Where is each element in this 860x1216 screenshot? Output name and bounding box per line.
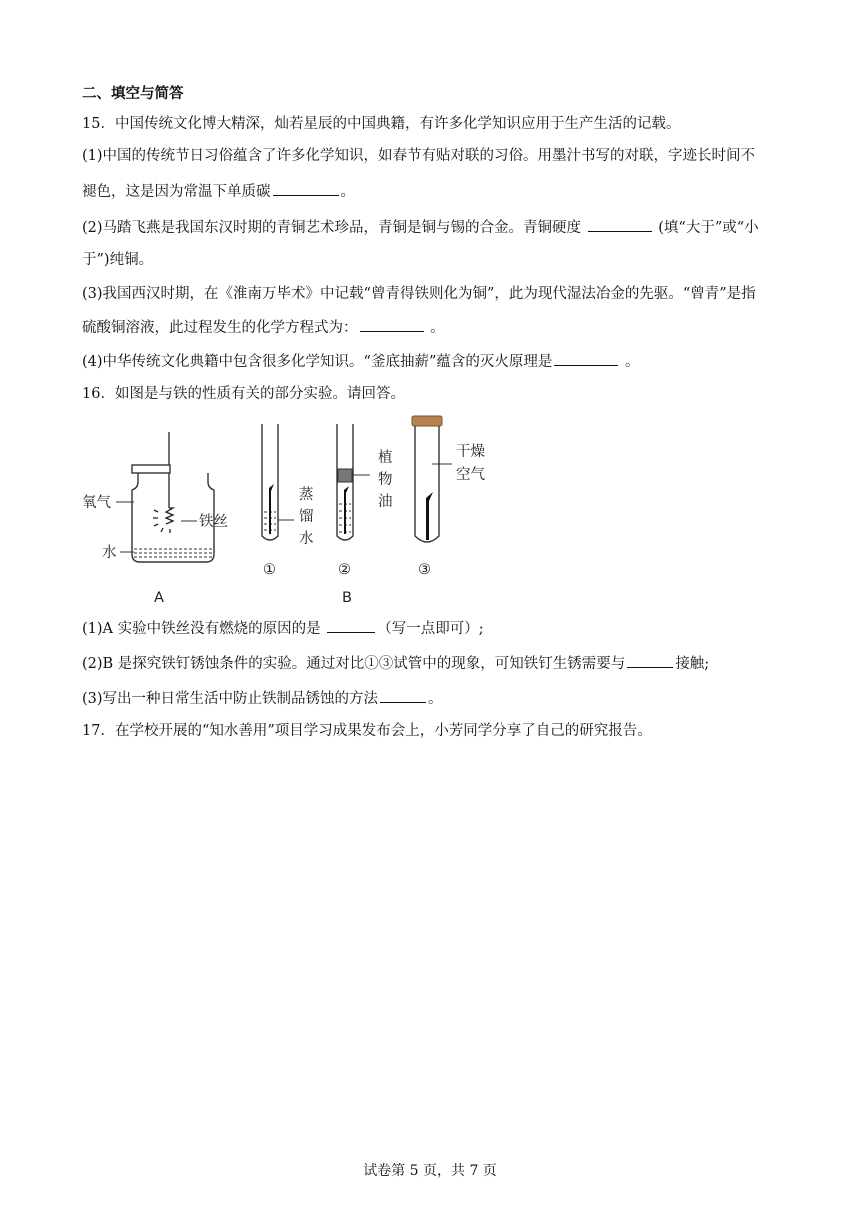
plant-oil-layer: [338, 469, 352, 482]
answer-blank: [380, 688, 426, 703]
q15-part3-line1: (3)我国西汉时期，在《淮南万毕术》中记载“曾青得铁则化为铜”，此为现代湿法冶金的先驱。“曾青”是指: [82, 286, 756, 302]
gas-bottle-apparatus: [132, 432, 214, 562]
q15-part2-line2: 于”)纯铜。: [82, 252, 154, 268]
q15-part3-text: 硫酸铜溶液，此过程发生的化学方程式为：: [82, 320, 358, 336]
q16-part2: [82, 653, 709, 674]
oxygen-label: 氧气: [82, 495, 111, 511]
tube-1-label: ①: [263, 562, 276, 578]
q16-part3-end: 。: [428, 691, 443, 707]
rubber-stopper: [412, 416, 442, 426]
tube-2-label: ②: [338, 562, 351, 578]
q16-part1-text: (1)A 实验中铁丝没有燃烧的原因的是: [82, 621, 321, 637]
q15-part2-text: (2)马踏飞燕是我国东汉时期的青铜艺术珍品，青铜是铜与锡的合金。青铜硬度: [82, 220, 582, 236]
iron-wire-coil: [153, 508, 173, 533]
section-title: 二、填空与简答: [82, 86, 184, 102]
answer-blank: [627, 653, 673, 668]
q15-part1-end: 。: [340, 184, 355, 200]
distilled-char-2: 馏: [299, 509, 314, 525]
q15-part1-text: 褪色，这是因为常温下单质碳: [82, 184, 271, 200]
oil-char-3: 油: [378, 494, 393, 510]
iron-nail-2: [344, 486, 349, 534]
iron-wire-label: 铁丝: [199, 514, 228, 530]
q16-part3-text: (3)写出一种日常生活中防止铁制品锈蚀的方法: [82, 691, 379, 707]
q16-part1-end: （写一点即可）;: [377, 621, 484, 637]
q16-stem: 16．如图是与铁的性质有关的部分实验。请回答。: [82, 386, 405, 402]
figure-label-b: B: [342, 590, 352, 606]
q15-part4-end: 。: [624, 354, 640, 370]
q15-stem: 15．中国传统文化博大精深，灿若星辰的中国典籍，有许多化学知识应用于生产生活的记载。: [82, 116, 681, 132]
answer-blank: [588, 217, 652, 232]
q15-part3-line2: [82, 317, 445, 338]
iron-nail-1: [269, 484, 274, 534]
q15-part2-choice: (填“大于”或“小: [658, 220, 759, 236]
water-label: 水: [102, 545, 117, 561]
oil-char-2: 物: [378, 472, 393, 488]
answer-blank: [273, 181, 339, 196]
q16-part3: [82, 688, 443, 709]
distilled-char-1: 蒸: [299, 487, 314, 503]
q16-part2-text: (2)B 是探究铁钉锈蚀条件的实验。通过对比①③试管中的现象，可知铁钉生锈需要与: [82, 656, 626, 672]
oil-char-1: 植: [378, 450, 393, 466]
dry-air-line-1: 干燥: [456, 444, 485, 460]
figure-label-a: A: [154, 590, 164, 606]
q17-stem: 17．在学校开展的“知水善用”项目学习成果发布会上，小芳同学分享了自己的研究报告。: [82, 723, 652, 739]
q15-part1-line2: [82, 181, 355, 202]
q15-part4-text: (4)中华传统文化典籍中包含很多化学知识。“釜底抽薪”蕴含的灭火原理是: [82, 354, 553, 370]
experiment-figure: [70, 412, 520, 612]
q16-part1: [82, 618, 484, 639]
dry-air-line-2: 空气: [456, 467, 485, 483]
page-footer: 试卷第 5 页，共 7 页: [363, 1163, 497, 1179]
answer-blank: [327, 618, 375, 633]
q15-part2-line1: [82, 217, 759, 238]
distilled-char-3: 水: [299, 531, 314, 547]
q16-part2-end: 接触;: [675, 656, 710, 672]
answer-blank: [360, 317, 424, 332]
q15-part1-line1: (1)中国的传统节日习俗蕴含了许多化学知识，如春节有贴对联的习俗。用墨汁书写的对联，字迹长时间不: [82, 148, 756, 164]
iron-nail-3: [426, 492, 433, 540]
q15-part3-end: 。: [430, 320, 445, 336]
tube-3-label: ③: [418, 562, 431, 578]
q15-part4: [82, 351, 639, 372]
answer-blank: [554, 351, 618, 366]
